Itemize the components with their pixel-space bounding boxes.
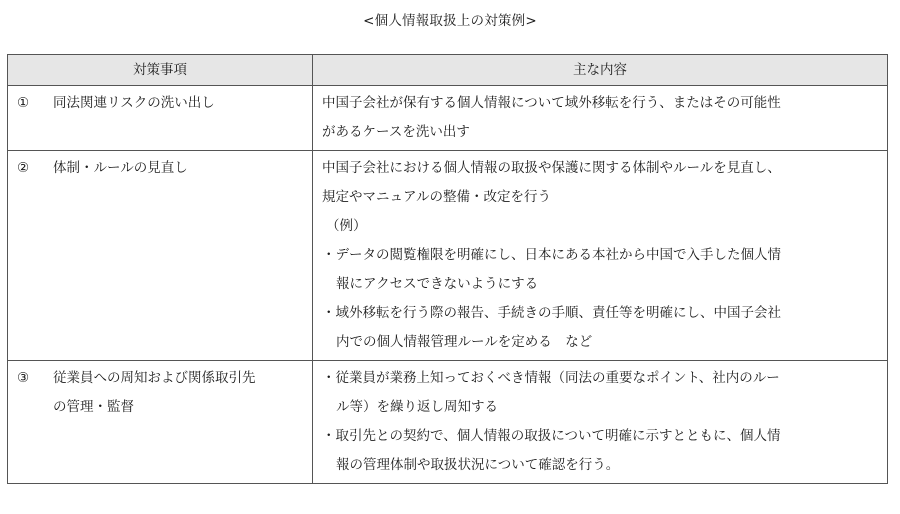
- item-label: [53, 89, 312, 118]
- item-label-line: 体制・ルールの見直し: [53, 160, 188, 176]
- document-title: <個人情報取扱上の対策例>: [363, 13, 537, 29]
- table-row: [8, 151, 888, 361]
- table-row: [8, 86, 888, 151]
- table-header-row: [8, 55, 888, 86]
- bullet-line: ・取引先との契約で、個人情報の取扱について明確に示すとともに、個人情: [322, 428, 781, 444]
- bullet-continuation: ル等）を繰り返し周知する: [336, 399, 498, 415]
- bullet-line: ・データの閲覧権限を明確にし、日本にある本社から中国で入手した個人情: [322, 247, 781, 263]
- bullet-continuation: 内での個人情報管理ルールを定める など: [336, 334, 593, 350]
- item-cell: [8, 86, 313, 151]
- item-cell: [8, 361, 313, 484]
- content-line: 規定やマニュアルの整備・改定を行う: [322, 189, 551, 205]
- item-number: ①: [17, 95, 30, 111]
- item-label-line: の管理・監督: [53, 399, 134, 415]
- bullet-continuation: 報の管理体制や取扱状況について確認を行う。: [336, 457, 620, 473]
- content-cell: [313, 361, 888, 484]
- item-label-line: 従業員への周知および関係取引先: [53, 370, 256, 386]
- item-number: ②: [17, 160, 30, 176]
- item-cell: [8, 151, 313, 361]
- content-cell: [313, 86, 888, 151]
- header-item: 対策事項: [8, 55, 313, 86]
- bullet-continuation: 報にアクセスできないようにする: [336, 276, 539, 292]
- bullet-line: ・従業員が業務上知っておくべき情報（同法の重要なポイント、社内のルー: [322, 370, 780, 386]
- table-row: [8, 361, 888, 484]
- content-cell: [313, 151, 888, 361]
- bullet-line: ・域外移転を行う際の報告、手続きの手順、責任等を明確にし、中国子会社: [322, 305, 781, 321]
- measures-table: [7, 54, 888, 484]
- item-label: [53, 364, 312, 422]
- item-label-line: 同法関連リスクの洗い出し: [53, 95, 215, 111]
- content-line: があるケースを洗い出す: [322, 124, 470, 140]
- content-line: 中国子会社における個人情報の取扱や保護に関する体制やルールを見直し、: [322, 160, 781, 176]
- example-label: （例）: [326, 218, 367, 234]
- item-label: [53, 154, 312, 183]
- content-line: 中国子会社が保有する個人情報について域外移転を行う、またはその可能性: [322, 95, 781, 111]
- header-content: 主な内容: [313, 55, 888, 86]
- item-number: ③: [17, 370, 30, 386]
